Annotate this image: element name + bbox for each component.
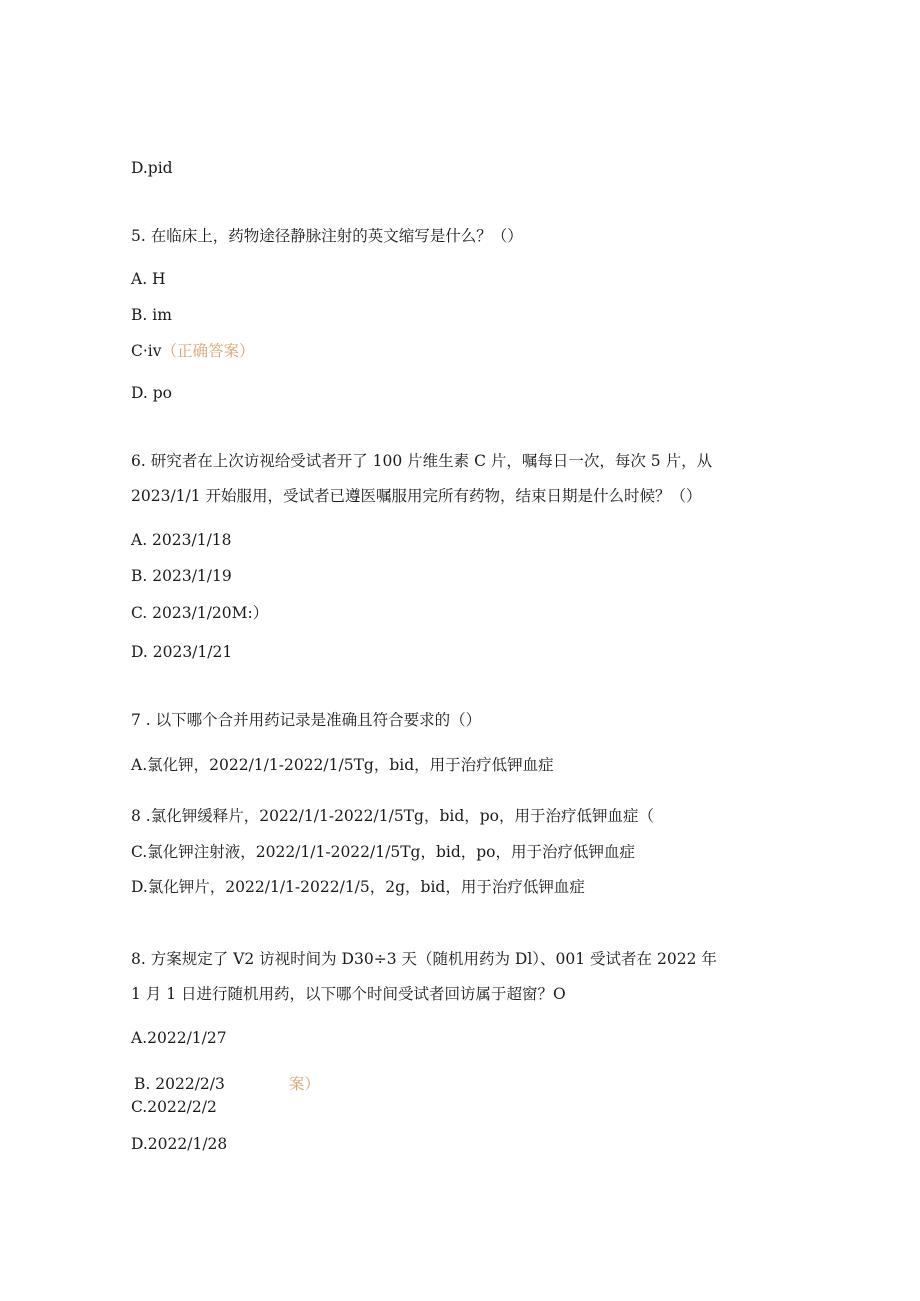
answer-note-fragment: 案） [288,1075,320,1093]
q8-question-line1: 8. 方案规定了 V2 访视时间为 D30÷3 天（随机用药为 Dl）、001 受试者在 2022 年 [131,950,717,968]
correct-answer-note: （正确答案） [161,342,255,360]
q8-option-c: C.2022/2/2 [131,1098,217,1116]
q8-option-b-text: B. 2022/2/3 [134,1075,225,1093]
q6-question-line2: 2023/1/1 开始服用，受试者已遵医嘱服用完所有药物，结束日期是什么时候？（） [131,487,702,505]
q6-question-line1: 6. 研究者在上次访视给受试者开了 100 片维生素 C 片，嘱每日一次，每次 5 片，从 [131,452,713,470]
q8-option-b [134,1074,320,1094]
q7-option-a: A.氯化钾，2022/1/1-2022/1/5Tg，bid，用于治疗低钾血症 [131,756,554,774]
q8-question-line2: 1 月 1 日进行随机用药，以下哪个时间受试者回访属于超窗？O [131,985,566,1003]
q5-option-d: D. po [131,384,172,402]
q7-option-b: 8 .氯化钾缓释片，2022/1/1-2022/1/5Tg，bid，po，用于治疗低钾血症（ [131,807,654,825]
q8-option-a: A.2022/1/27 [131,1029,227,1047]
q6-option-c: C. 2023/1/20M:） [131,604,269,622]
q5-option-a: A. H [131,270,166,288]
q5-option-b: B. im [131,306,172,324]
q8-option-d: D.2022/1/28 [131,1135,228,1153]
q5-question: 5. 在临床上，药物途径静脉注射的英文缩写是什么？（） [131,227,523,245]
q7-option-d: D.氯化钾片，2022/1/1-2022/1/5，2g，bid，用于治疗低钾血症 [131,878,585,896]
q6-option-d: D. 2023/1/21 [131,643,233,661]
q7-question: 7 . 以下哪个合并用药记录是准确且符合要求的（） [131,711,482,729]
q5-option-c [131,341,255,361]
q5-option-c-text: C·iv [131,342,162,360]
q4-option-d: D.pid [131,159,173,177]
q7-option-c: C.氯化钾注射液，2022/1/1-2022/1/5Tg，bid，po，用于治疗低钾血症 [131,843,636,861]
q6-option-b: B. 2023/1/19 [131,567,232,585]
q6-option-a: A. 2023/1/18 [131,531,232,549]
